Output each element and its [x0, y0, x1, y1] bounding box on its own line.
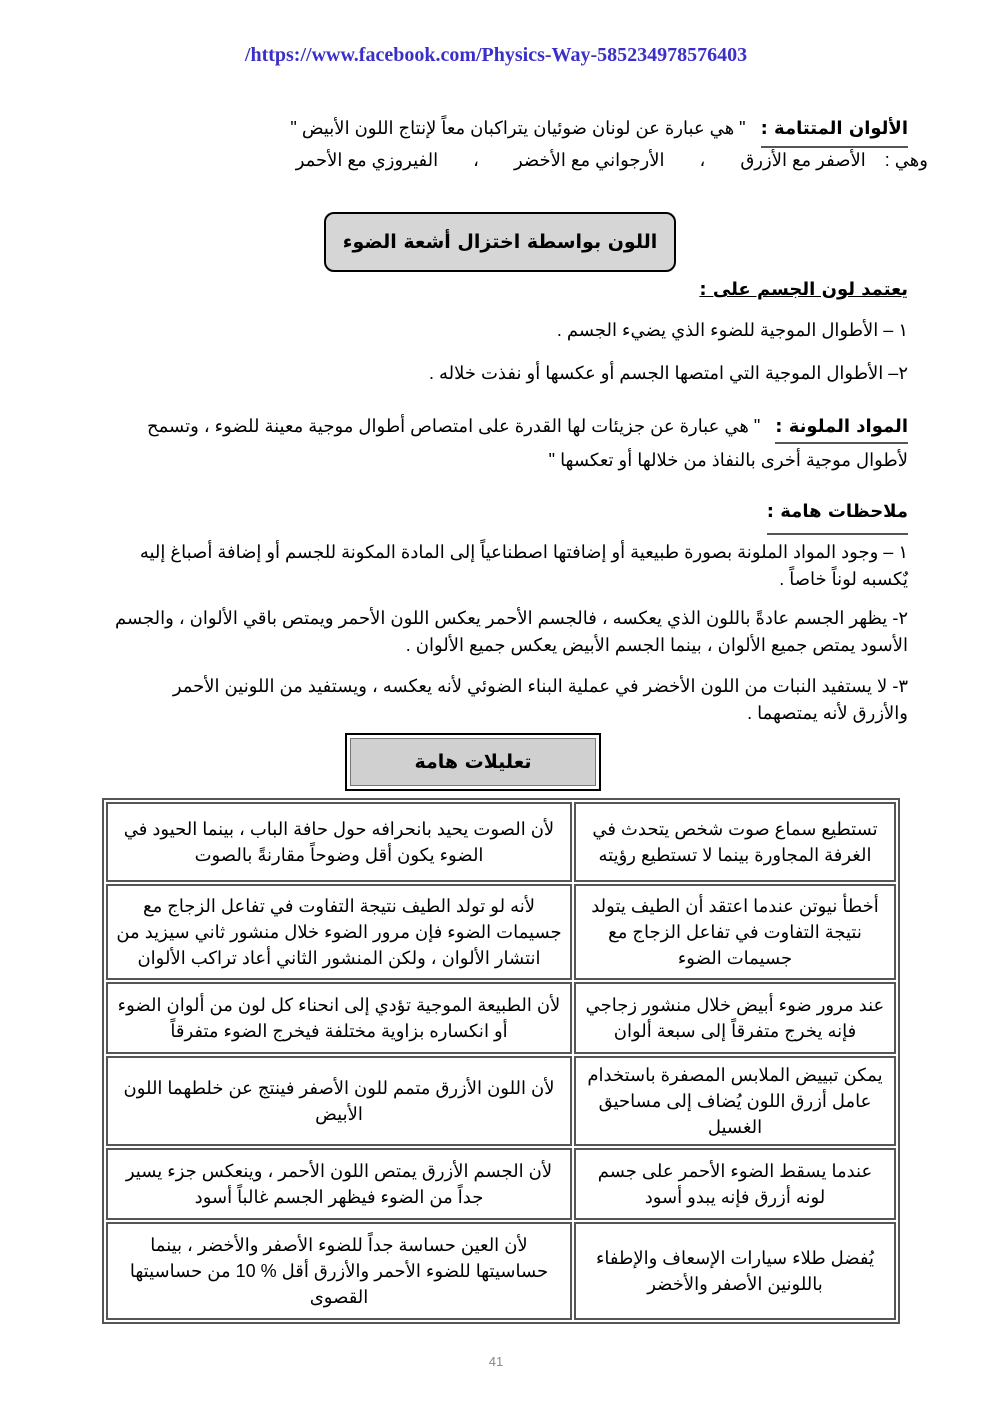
- table-row: [106, 884, 896, 980]
- table-row: [106, 982, 896, 1054]
- pigments-definition: [98, 410, 908, 476]
- depends-item: ١ – الأطوال الموجية للضوء الذي يضيء الجسم .: [556, 320, 908, 340]
- pigments-text: " هي عبارة عن جزيئات لها القدرة على امتصاص أطوال موجية معينة للضوء ، وتسمح لأطوال موجية أخرى بالنفاذ من خلالها أو تعكسها ": [147, 416, 908, 470]
- statement-cell: عند مرور ضوء أبيض خلال منشور زجاجي فإنه يخرج متفرقاً إلى سبعة ألوان: [574, 982, 896, 1054]
- pairs-intro: وهي :: [884, 150, 928, 170]
- facebook-link[interactable]: /https://www.facebook.com/Physics-Way-585234978576403: [244, 44, 748, 66]
- term-complementary: الألوان المتتامة :: [761, 116, 908, 148]
- table-row: [106, 802, 896, 882]
- pair-1: الأصفر مع الأزرق: [740, 150, 866, 170]
- statement-cell: تستطيع سماع صوت شخص يتحدث في الغرفة المجاورة بينما لا تستطيع رؤيته: [574, 802, 896, 882]
- statement-cell: يمكن تبييض الملابس المصفرة باستخدام عامل أزرق اللون يُضاف إلى مساحيق الغسيل: [574, 1056, 896, 1146]
- note-item: ١ – وجود المواد الملونة بصورة طبيعية أو إضافتها اصطناعياً إلى المادة المكونة للجسم أو إضافة أصباغ إليه يٌكسبه لوناً خاصاً .: [139, 542, 908, 589]
- explanations-title-box: تعليلات هامة: [345, 733, 601, 791]
- page-number: 41: [488, 1354, 504, 1369]
- reason-cell: لأن الجسم الأزرق يمتص اللون الأحمر ، وينعكس جزء يسير جداً من الضوء فيظهر الجسم غالباً أسود: [106, 1148, 572, 1220]
- complementary-pairs: [296, 147, 928, 173]
- pair-3: الفيروزي مع الأحمر: [295, 150, 439, 170]
- pair-2: الأرجواني مع الأخضر: [513, 150, 665, 170]
- depends-item: ٢– الأطوال الموجية التي امتصها الجسم أو عكسها أو نفذت خلاله .: [428, 363, 908, 383]
- table-row: [106, 1222, 896, 1320]
- note-item: ٢- يظهر الجسم عادةً باللون الذي يعكسه ، فالجسم الأحمر يعكس اللون الأحمر ويمتص باقي الألوان ، والجسم الأسود يمتص جميع الألوان ، بينما الجسم الأبيض يعكس جميع الألوان .: [115, 608, 908, 655]
- table-row: [106, 1056, 896, 1146]
- definition-text: " هي عبارة عن لونان ضوئيان يتراكبان معاً لإنتاج اللون الأبيض ": [290, 118, 746, 138]
- section-title-box: اللون بواسطة اختزال أشعة الضوء: [324, 212, 676, 272]
- separator: ،: [473, 150, 479, 170]
- table-row: [106, 1148, 896, 1220]
- notes-heading: [757, 498, 908, 535]
- depends-heading: يعتمد لون الجسم على :: [699, 279, 908, 300]
- reason-cell: لأن الصوت يحيد بانحرافه حول حافة الباب ، بينما الحيود في الضوء يكون أقل وضوحاً مقارنةً بالصوت: [106, 802, 572, 882]
- statement-cell: أخطأ نيوتن عندما اعتقد أن الطيف يتولد نتيجة التفاوت في تفاعل الزجاج مع جسيمات الضوء: [574, 884, 896, 980]
- statement-cell: يُفضل طلاء سيارات الإسعاف والإطفاء باللونين الأصفر والأخضر: [574, 1222, 896, 1320]
- explanations-table: [102, 798, 900, 1324]
- reason-cell: لأن العين حساسة جداً للضوء الأصفر والأخضر ، بينما حساسيتها للضوء الأحمر والأزرق أقل % 10 من حساسيتها القصوى: [106, 1222, 572, 1320]
- note-item: ٣- لا يستفيد النبات من اللون الأخضر في عملية البناء الضوئي لأنه يعكسه ، ويستفيد من اللونين الأحمر والأزرق لأنه يمتصهما .: [172, 676, 908, 723]
- reason-cell: لأن الطبيعة الموجية تؤدي إلى انحناء كل لون من ألوان الضوء أو انكساره بزاوية مختلفة فيخرج الضوء متفرقاً: [106, 982, 572, 1054]
- reason-cell: لأنه لو تولد الطيف نتيجة التفاوت في تفاعل الزجاج مع جسيمات الضوء فإن مرور الضوء خلال منشور ثاني سيزيد من انتشار الألوان ، ولكن المنشور الثاني أعاد تراكب الألوان: [106, 884, 572, 980]
- separator: ،: [699, 150, 706, 170]
- reason-cell: لأن اللون الأزرق متمم للون الأصفر فينتج عن خلطهما اللون الأبيض: [106, 1056, 572, 1146]
- term-pigments: المواد الملونة :: [775, 416, 908, 444]
- statement-cell: عندما يسقط الضوء الأحمر على جسم لونه أزرق فإنه يبدو أسود: [574, 1148, 896, 1220]
- notes-heading-text: ملاحظات هامة :: [767, 499, 908, 535]
- complementary-definition: [290, 115, 908, 148]
